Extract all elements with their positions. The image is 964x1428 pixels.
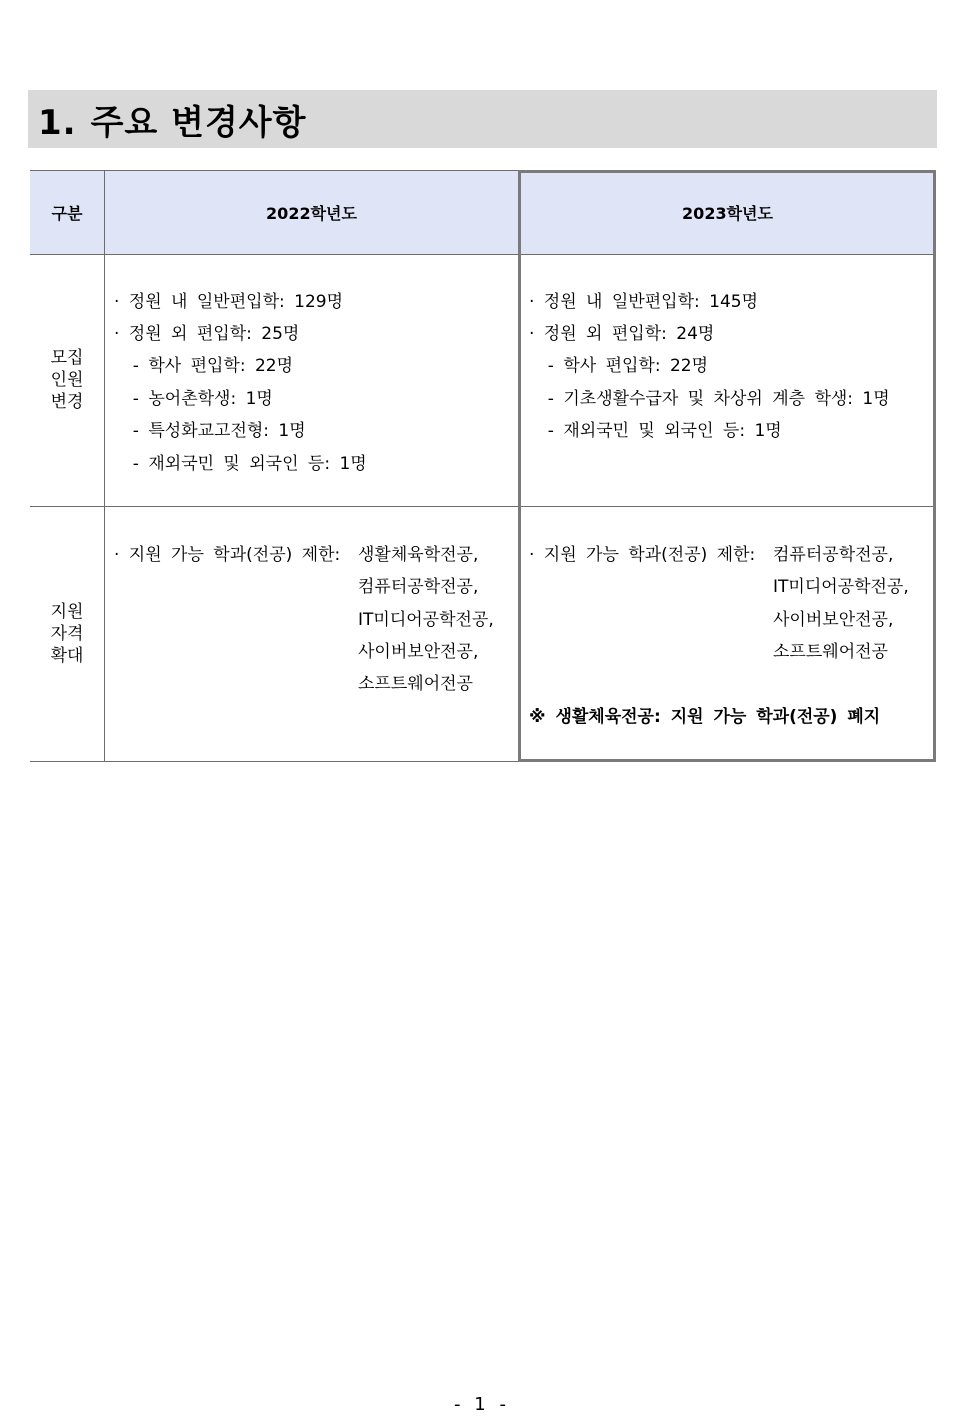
table-bottom-border — [30, 761, 936, 762]
row-label-line: 자격 — [50, 624, 84, 644]
col-divider — [519, 170, 520, 762]
list-item: - 학사 편입학: 22명 — [114, 356, 294, 376]
section-title — [38, 95, 306, 144]
list-item: · 정원 외 편입학: 24명 — [529, 324, 715, 344]
header-category — [30, 170, 104, 254]
major-item: 컴퓨터공학전공, — [358, 577, 479, 597]
row-divider — [30, 506, 936, 507]
list-item-prefix: · 지원 가능 학과(전공) 제한: — [114, 545, 341, 565]
section-title-bar — [28, 90, 937, 148]
row-label-recruitment — [30, 254, 104, 506]
major-item: 사이버보안전공, — [773, 610, 894, 630]
section-title-text: 주요 변경사항 — [90, 102, 307, 143]
list-item: · 정원 내 일반편입학: 145명 — [529, 292, 758, 312]
list-item: - 재외국민 및 외국인 등: 1명 — [529, 421, 782, 441]
row-label-line: 모집 — [50, 348, 84, 368]
row-label-line: 확대 — [50, 646, 84, 666]
major-item: 컴퓨터공학전공, — [773, 545, 894, 565]
changes-table — [30, 170, 936, 762]
major-item: IT미디어공학전공, — [773, 577, 909, 597]
header-category-label: 구분 — [51, 203, 83, 223]
major-item: 생활체육학전공, — [358, 545, 479, 565]
header-2023 — [519, 170, 936, 254]
major-item: 소프트웨어전공 — [358, 674, 473, 694]
list-item: · 정원 내 일반편입학: 129명 — [114, 292, 343, 312]
list-item: - 기초생활수급자 및 차상위 계층 학생: 1명 — [529, 389, 890, 409]
highlight-2023-column — [518, 170, 936, 762]
header-2022 — [104, 170, 519, 254]
row-label-line: 인원 — [50, 370, 84, 390]
header-2023-label: 2023학년도 — [682, 203, 773, 223]
list-item: - 학사 편입학: 22명 — [529, 356, 709, 376]
table-top-border — [30, 170, 936, 171]
col-divider — [104, 170, 105, 762]
list-item: - 농어촌학생: 1명 — [114, 389, 273, 409]
row-label-line: 변경 — [50, 392, 84, 412]
header-bottom-border — [30, 254, 936, 255]
major-item: 사이버보안전공, — [358, 642, 479, 662]
list-item: - 특성화교고전형: 1명 — [114, 421, 306, 441]
page-number: - 1 - — [454, 1394, 510, 1415]
list-item: - 재외국민 및 외국인 등: 1명 — [114, 454, 367, 474]
major-item: IT미디어공학전공, — [358, 610, 494, 630]
abolition-note: ※ 생활체육전공: 지원 가능 학과(전공) 폐지 — [529, 707, 881, 727]
major-item: 소프트웨어전공 — [773, 642, 888, 662]
row-label-eligibility — [30, 506, 104, 762]
section-number: 1. — [38, 102, 77, 143]
list-item-prefix: · 지원 가능 학과(전공) 제한: — [529, 545, 756, 565]
header-2022-label: 2022학년도 — [266, 203, 357, 223]
row-label-line: 지원 — [50, 602, 84, 622]
list-item: · 정원 외 편입학: 25명 — [114, 324, 300, 344]
